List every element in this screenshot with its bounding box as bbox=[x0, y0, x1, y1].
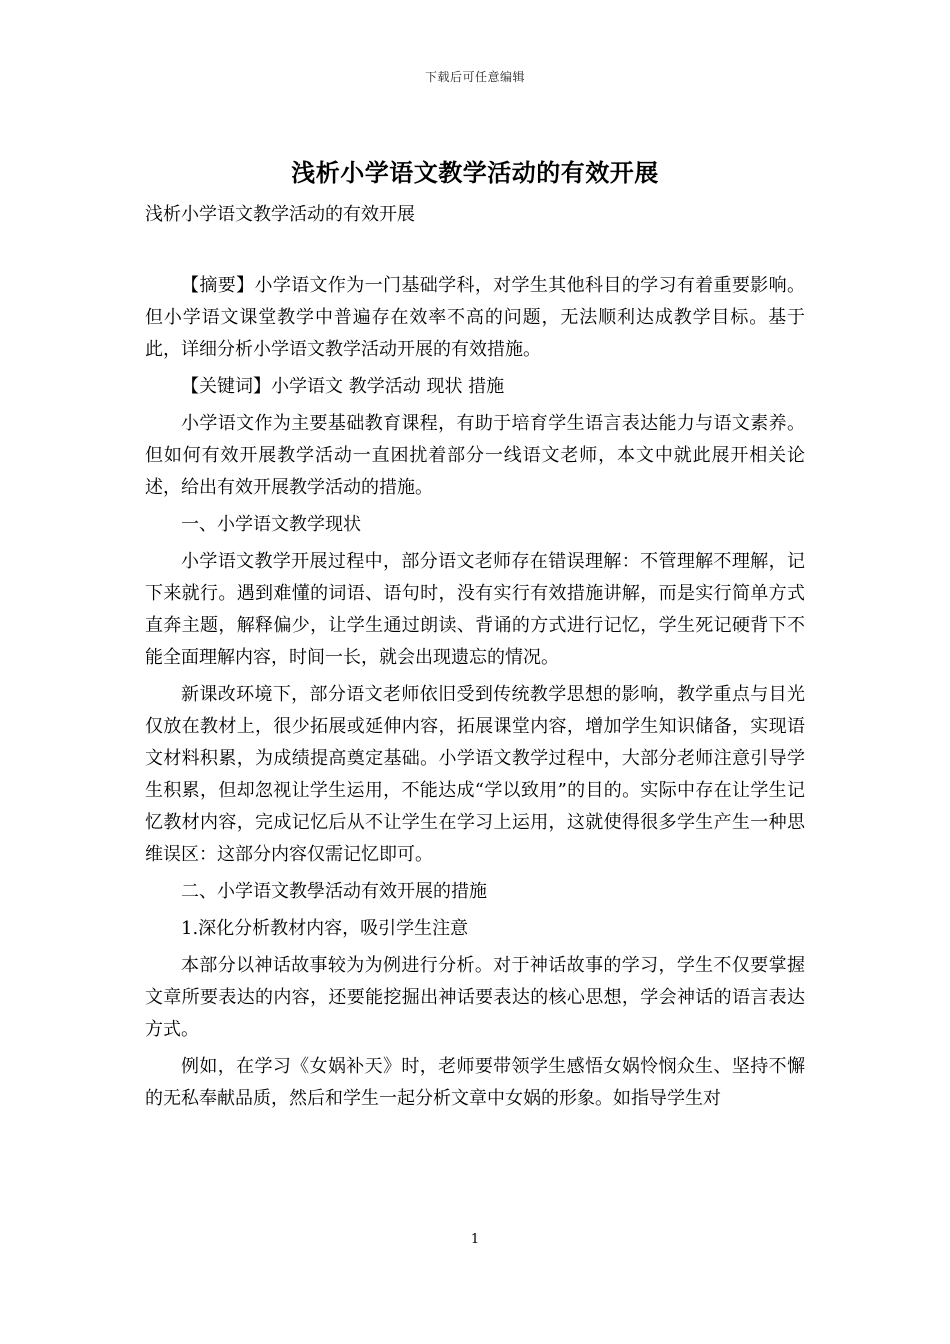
body-paragraph: 小学语文教学开展过程中，部分语文老师存在错误理解：不管理解不理解，记下来就行。遇到难懂的词语、语句时，没有实行有效措施讲解，而是实行简单方式直奔主题，解释偏少，让学生通过朗读、背诵的方式进行记忆，学生死记硬背下不能全面理解内容，时间一长，就会出现遗忘的情况。 bbox=[145, 551, 805, 668]
document-subtitle: 浅析小学语文教学活动的有效开展 bbox=[145, 204, 415, 225]
document-body bbox=[145, 270, 805, 1120]
intro-paragraph: 小学语文作为主要基础教育课程，有助于培育学生语言表达能力与语文素养。但如何有效开展教学活动一直困扰着部分一线语文老师，本文中就此展开相关论述，给出有效开展教学活动的措施。 bbox=[145, 413, 805, 498]
keywords-paragraph: 【关键词】小学语文 教学活动 现状 措施 bbox=[181, 376, 505, 397]
body-paragraph: 新课改环境下，部分语文老师依旧受到传统教学思想的影响，教学重点与目光仅放在教材上，很少拓展或延伸内容，拓展课堂内容，增加学生知识储备，实现语文材料积累，为成绩提高奠定基础。小学语文教学过程中，大部分老师注意引导学生积累，但却忽视让学生运用，不能达成“学以致用”的目的。实际中存在让学生记忆教材内容，完成记忆后从不让学生在学习上运用，这就使得很多学生产生一种思维误区：这部分内容仅需记忆即可。 bbox=[145, 684, 805, 865]
abstract-paragraph: 【摘要】小学语文作为一门基础学科，对学生其他科目的学习有着重要影响。但小学语文课堂教学中普遍存在效率不高的问题，无法顺利达成教学目标。基于此，详细分析小学语文教学活动开展的有效措施。 bbox=[145, 275, 805, 360]
page-number: 1 bbox=[470, 1232, 480, 1247]
subsection-heading-1: 1.深化分析教材内容，吸引学生注意 bbox=[181, 918, 469, 939]
section-heading-2: 二、小学语文教學活动有效开展的措施 bbox=[181, 881, 487, 902]
section-heading-1: 一、小学语文教学现状 bbox=[181, 514, 361, 535]
header-note: 下载后可任意编辑 bbox=[424, 70, 525, 84]
body-paragraph: 例如，在学习《女娲补天》时，老师要带领学生感悟女娲怜悯众生、坚持不懈的无私奉献品质，然后和学生一起分析文章中女娲的形象。如指导学生对 bbox=[145, 1056, 805, 1109]
document-title: 浅析小学语文教学活动的有效开展 bbox=[291, 158, 659, 187]
body-paragraph: 本部分以神话故事较为为例进行分析。对于神话故事的学习，学生不仅要掌握文章所要表达的内容，还要能挖掘出神话要表达的核心思想，学会神话的语言表达方式。 bbox=[145, 955, 805, 1040]
